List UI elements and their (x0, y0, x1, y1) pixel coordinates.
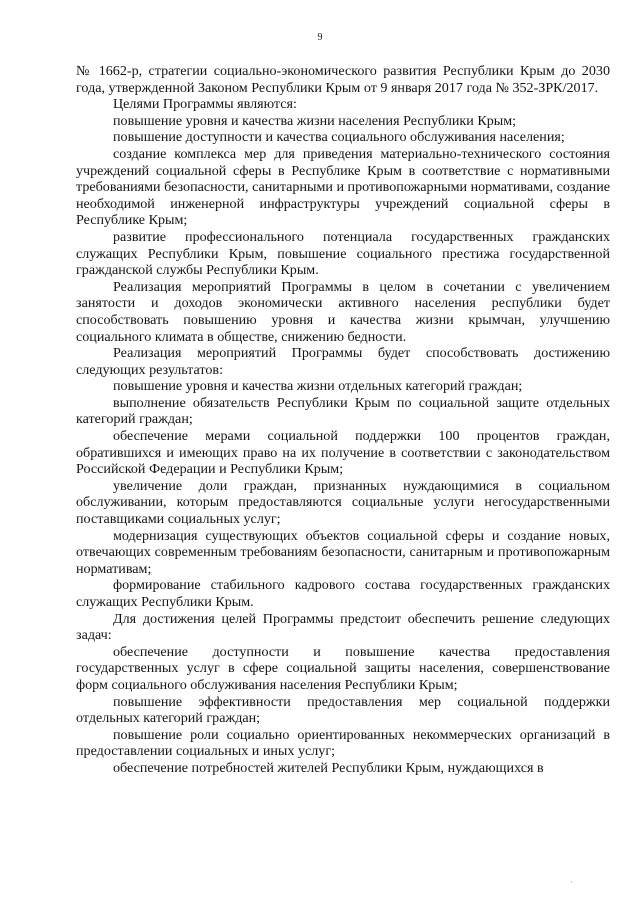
paragraph: выполнение обязательств Республики Крым по социальной защите отдельных категорий граждан; (76, 394, 610, 428)
paragraph: Целями Программы являются: (113, 96, 297, 113)
paragraph: модернизация существующих объектов социальной сферы и создание новых, отвечающих современным требованиям безопасности, санитарным и противопожарным нормативам; (76, 527, 610, 577)
paragraph: повышение доступности и качества социального обслуживания населения; (113, 129, 565, 146)
paragraph: Реализация мероприятий Программы будет способствовать достижению следующих результатов: (76, 345, 610, 378)
paragraph: повышение роли социально ориентированных некоммерческих организаций в предоставлении социальных и иных услуг; (76, 726, 610, 760)
paragraph: формирование стабильного кадрового состава государственных гражданских служащих Республики Крым. (76, 577, 610, 610)
paragraph: обеспечение потребностей жителей Республики Крым, нуждающихся в (113, 759, 544, 776)
paragraph: развитие профессионального потенциала государственных гражданских служащих Республики Крым, повышение социального престижа государственной гражданской службы Республики Крым. (76, 228, 610, 279)
paragraph: Для достижения целей Программы предстоит обеспечить решение следующих задач: (76, 610, 610, 644)
paragraph: № 1662-р, стратегии социально-экономического развития Республики Крым до 2030 года, утвержденной Законом Республики Крым от 9 января 2017 года № 352-ЗРК/2017. (76, 63, 610, 96)
paragraph: обеспечение мерами социальной поддержки 100 процентов граждан, обратившихся и имеющих право на их получение в соответствии с законодательством Российской Федерации и Республики Крым; (76, 428, 610, 478)
paragraph: создание комплекса мер для приведения материально-технического состояния учреждений социальной сферы в Республике Крым в соответствие с нормативными требованиями безопасности, санитарными и противопожарными нормативами, создание необходимой инженерной инфраструктуры учреждений социальной сферы в Республике Крым; (76, 145, 611, 229)
paragraph: повышение уровня и качества жизни населения Республики Крым; (113, 112, 517, 129)
page-number: 9 (317, 32, 323, 43)
scan-artifact-mark: · (570, 877, 573, 887)
document-body (76, 63, 610, 777)
paragraph: увеличение доли граждан, признанных нуждающимися в социальном обслуживании, которым предоставляются социальные услуги негосударственными поставщиками социальных услуг; (76, 477, 610, 528)
paragraph: повышение эффективности предоставления мер социальной поддержки отдельных категорий граждан; (76, 693, 610, 727)
paragraph: повышение уровня и качества жизни отдельных категорий граждан; (113, 378, 523, 395)
paragraph: Реализация мероприятий Программы в целом в сочетании с увеличением занятости и доходов экономически активного населения республики будет способствовать повышению уровня и качества жизни крымчан, улучшению социального климата в обществе, снижению бедности. (76, 278, 610, 345)
paragraph: обеспечение доступности и повышение качества предоставления государственных услуг в сфере социальной защиты населения, совершенствование форм социального обслуживания населения Республики Крым; (76, 643, 610, 693)
